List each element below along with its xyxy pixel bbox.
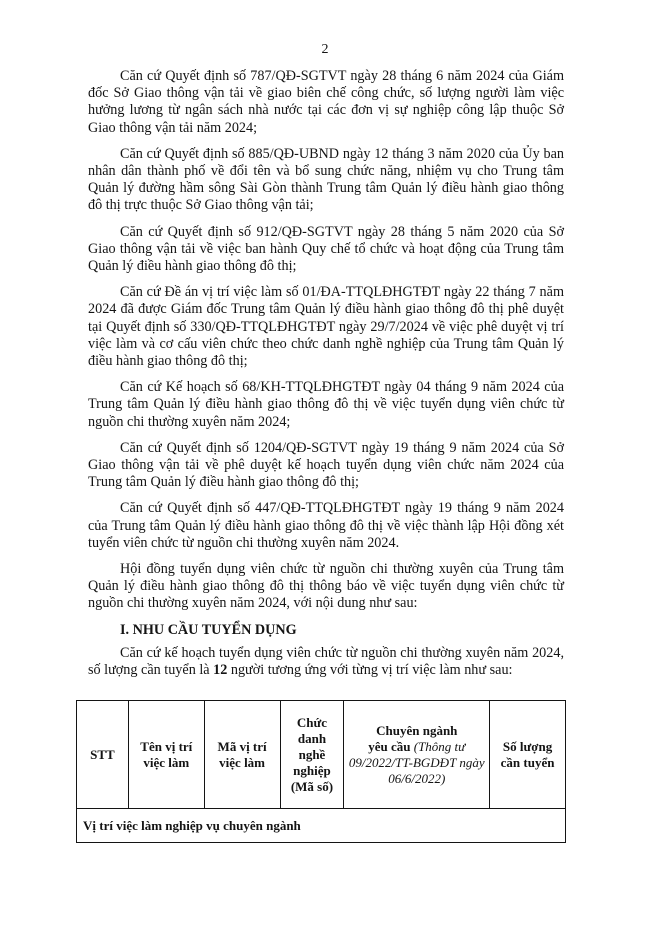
header-quantity: Số lượng cần tuyển	[490, 701, 566, 809]
section-heading: I. NHU CẦU TUYỂN DỤNG	[120, 621, 297, 638]
legal-basis-paragraph: Căn cứ Đề án vị trí việc làm số 01/ĐA-TTQLĐHGTĐT ngày 22 tháng 7 năm 2024 đã được Giám đốc Trung tâm Quản lý điều hành giao thông đô thị phê duyệt tại Quyết định số 330/QĐ-TTQLĐHGTĐT ngày 29/7/2024 về việc phê duyệt vị trí việc làm và cơ cấu viên chức theo chức danh nghề nghiệp của Trung tâm Quản lý điều hành giao thông đô thị;	[88, 284, 564, 370]
document-body	[88, 68, 564, 688]
table-header-row	[77, 701, 566, 809]
table-section-label: Vị trí việc làm nghiệp vụ chuyên ngành	[77, 809, 566, 843]
header-major-required: yêu cầu	[368, 738, 411, 754]
header-title-code	[280, 701, 344, 809]
recruit-count: 12	[213, 662, 228, 679]
header-position-code: Mã vị trí việc làm	[204, 701, 280, 809]
header-major-main: Chuyên ngành	[376, 722, 458, 738]
legal-basis-paragraph: Căn cứ Quyết định số 447/QĐ-TTQLĐHGTĐT ngày 19 tháng 9 năm 2024 của Trung tâm Quản lý điều hành giao thông đô thị về việc thành lập Hội đồng xét tuyển viên chức từ nguồn chi thường xuyên năm 2024.	[88, 500, 564, 551]
intro-text-before: Căn cứ kế hoạch tuyển dụng viên chức từ nguồn chi thường xuyên năm 2024, số lượng cần tuyển là	[88, 644, 564, 679]
page-number: 2	[321, 42, 329, 57]
legal-basis-paragraph: Căn cứ Quyết định số 912/QĐ-SGTVT ngày 28 tháng 5 năm 2020 của Sở Giao thông vận tải về việc ban hành Quy chế tổ chức và hoạt động của Trung tâm Quản lý điều hành giao thông đô thị;	[88, 223, 564, 275]
header-major	[344, 701, 490, 809]
header-position-name: Tên vị trí việc làm	[128, 701, 204, 809]
header-title-code-label: Chức danh nghề nghiệp	[293, 714, 331, 778]
header-stt: STT	[77, 701, 129, 809]
announcement-paragraph: Hội đồng tuyển dụng viên chức từ nguồn chi thường xuyên của Trung tâm Quản lý điều hành giao thông đô thị thông báo về việc tuyển dụng viên chức từ nguồn chi thường xuyên năm 2024, với nội dung như sau:	[88, 561, 564, 612]
intro-paragraph	[88, 645, 564, 679]
header-title-code-sub: (Mã số)	[290, 778, 334, 794]
legal-basis-paragraph: Căn cứ Quyết định số 787/QĐ-SGTVT ngày 28 tháng 6 năm 2024 của Giám đốc Sở Giao thông vận tải về giao biên chế công chức, số lượng người làm việc hưởng lương từ ngân sách nhà nước tại các đơn vị sự nghiệp công lập thuộc Sở Giao thông vận tải năm 2024;	[88, 68, 564, 136]
legal-basis-paragraph: Căn cứ Quyết định số 885/QĐ-UBND ngày 12 tháng 3 năm 2020 của Ủy ban nhân dân thành phố về đổi tên và bổ sung chức năng, nhiệm vụ cho Trung tâm Quản lý đường hầm sông Sài Gòn thành Trung tâm Quản lý điều hành giao thông đô thị trực thuộc Sở Giao thông vận tải;	[88, 145, 564, 214]
recruitment-table	[76, 700, 566, 843]
legal-basis-paragraph: Căn cứ Quyết định số 1204/QĐ-SGTVT ngày 19 tháng 9 năm 2024 của Sở Giao thông vận tải về phê duyệt kế hoạch tuyển dụng viên chức năm 2024 của Trung tâm Quản lý điều hành giao thông đô thị;	[88, 439, 564, 491]
legal-basis-paragraph: Căn cứ Kế hoạch số 68/KH-TTQLĐHGTĐT ngày 04 tháng 9 năm 2024 của Trung tâm Quản lý điều hành giao thông đô thị về việc tuyển dụng viên chức từ nguồn chi thường xuyên năm 2024;	[88, 379, 564, 430]
header-major-ref: (Thông tư 09/2022/TT-BGDĐT ngày 06/6/2022)	[348, 738, 485, 786]
intro-text-after: người tương ứng với từng vị trí việc làm như sau:	[227, 662, 513, 679]
table-row	[77, 809, 566, 843]
